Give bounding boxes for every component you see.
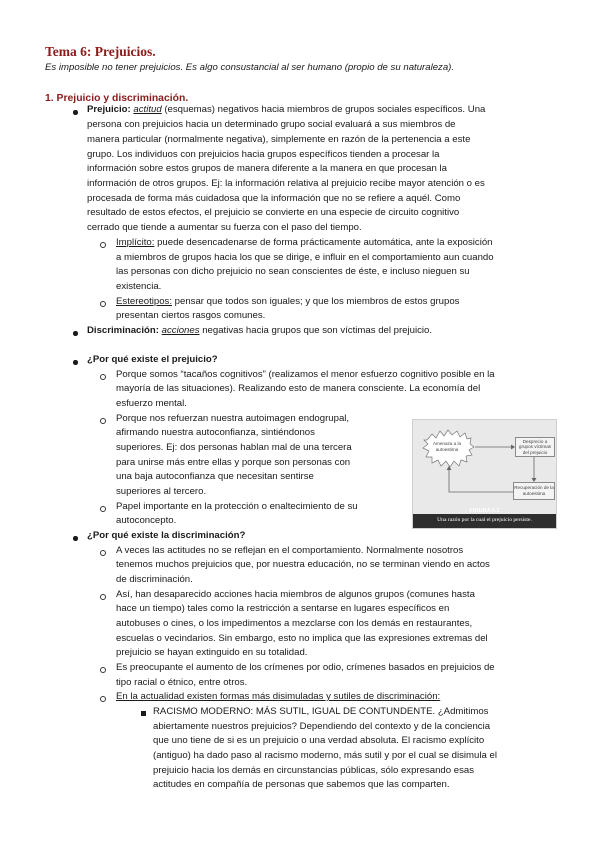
circle-bullet-icon	[100, 550, 106, 556]
circle-bullet-icon	[100, 667, 106, 673]
q2-item4	[116, 690, 554, 705]
q2-sub-line-4: prejuicio hacia los demás en circunstancias públicas, sólo expresando esas	[153, 765, 475, 776]
q2-sub-line-2: que uno tiene de si es un prejuicio o una verdad absoluta. El racismo explícito	[153, 735, 485, 746]
q1-item2-line-3: para unirse más entre ellas y porque son personas con	[116, 457, 351, 468]
implicito-line-3: existencia.	[116, 281, 162, 292]
prejuicio-line-2: manera particular (normalmente negativa), simplemente en razón de la pertenencia a este	[87, 134, 471, 145]
square-bullet-icon	[141, 711, 146, 716]
circle-bullet-icon	[100, 418, 106, 424]
estereotipos-first-line	[116, 295, 554, 310]
q2-item3-line-0: Es preocupante el aumento de los crímenes por odio, crímenes basados en prejuicios de	[116, 662, 495, 673]
prejuicio-line-0: (esquemas) negativos hacia miembros de grupos sociales específicos. Una	[164, 104, 486, 115]
prejuicio-line-7: resultado de estos efectos, el prejuicio se convierte en una especie de circuito cognitivo	[87, 207, 460, 218]
figure-box-recovery: Recuperación de la autoestima	[513, 482, 555, 500]
q1-item3-line-0: Papel importante en la protección o enaltecimiento de su	[116, 501, 358, 512]
q1-item1-line-2: esfuerzo mental.	[116, 398, 187, 409]
q1-item2-line-0: Porque nos refuerzan nuestra autoimagen endogrupal,	[116, 413, 350, 424]
q2-sub-line-3: (antiguo) ha dado paso al racismo moderno, más sutil y por el cual se disimula el	[153, 750, 497, 761]
discriminacion-label: Discriminación:	[87, 325, 159, 336]
q1-item2-line-5: superiores al tercero.	[116, 486, 207, 497]
q2-item2-line-1: hace un tiempo) tales como la restricción a sentarse en lugares específicos en	[116, 603, 450, 614]
bullet-icon	[73, 536, 78, 541]
figure-image	[412, 419, 557, 529]
circle-bullet-icon	[100, 301, 106, 307]
figure-number: FIGURA 6.2	[469, 508, 500, 514]
q2-item4-text: En la actualidad existen formas más disimuladas y sutiles de discriminación:	[116, 691, 441, 702]
q1-item2-line-2: superiores. Ej: dos personas hablan mal de una tercera	[116, 442, 352, 453]
q2-item3-line-1: tipo racial o étnico, entre otros.	[116, 677, 248, 688]
circle-bullet-icon	[100, 242, 106, 248]
implicito-term: Implícito:	[116, 237, 155, 248]
circle-bullet-icon	[100, 594, 106, 600]
q2-sub-line-1: abiertamente nuestros prejuicios? Dependiendo del contexto y de la conciencia	[153, 721, 491, 732]
circle-bullet-icon	[100, 506, 106, 512]
page-subtitle: Es imposible no tener prejuicios. Es algo consustancial al ser humano (propio de su naturaleza).	[45, 62, 455, 73]
q1-heading: ¿Por qué existe el prejuicio?	[87, 354, 218, 365]
prejuicio-line-6: procesada de forma más cuidadosa que la información que no se refiere a aquél. Como	[87, 193, 461, 204]
estereotipos-line-0: pensar que todos son iguales; y que los miembros de estos grupos	[174, 296, 460, 307]
implicito-line-0: puede desencadenarse de forma prácticamente automática, ante la exposición	[157, 237, 493, 248]
discriminacion-line	[87, 324, 554, 339]
q2-heading: ¿Por qué existe la discriminación?	[87, 530, 246, 541]
q2-item1-line-1: tenemos muchos prejuicios que, por nuestra educación, no se terminan viendo en actos	[116, 559, 490, 570]
circle-bullet-icon	[100, 696, 106, 702]
arrow-head	[447, 466, 452, 470]
discriminacion-term: acciones	[161, 325, 200, 336]
q2-item2-line-3: escuelas o vecindarios. Sin embargo, esto no implica que las expresiones extremas del	[116, 633, 488, 644]
q2-sub-line-5: actitudes en compañía de personas que sabemos que las comparten.	[153, 779, 450, 790]
q2-item1-line-0: A veces las actitudes no se reflejan en el comportamiento. Normalmente nosotros	[116, 545, 464, 556]
bullet-icon	[73, 331, 78, 336]
circle-bullet-icon	[100, 374, 106, 380]
estereotipos-term: Estereotipos:	[116, 296, 172, 307]
q1-item1-line-0: Porque somos “tacaños cognitivos” (realizamos el menor esfuerzo cognitivo posible en la	[116, 369, 495, 380]
q2-item2-line-4: prejuicio se hayan extinguido en su totalidad.	[116, 647, 308, 658]
prejuicio-label: Prejuicio:	[87, 104, 131, 115]
q1-item3-line-1: autoconcepto.	[116, 515, 177, 526]
figure-caption: Una razón por la cual el prejuicio persiste.	[437, 517, 532, 523]
prejuicio-line-8: cerrado que tiende a aumentar su fuerza con el paso del tiempo.	[87, 222, 362, 233]
prejuicio-line-3: grupo. Los individuos con prejuicios hacia grupos específicos tienden a procesar la	[87, 149, 440, 160]
figure-box-contempt: Desprecio a grupos víctimas del prejuicio	[515, 437, 555, 457]
prejuicio-line-4: información sobre estos grupos de manera diferente a la manera en que procesan la	[87, 163, 447, 174]
figure-diagram	[413, 420, 558, 516]
figure-box-threat: Amenaza a la autoestima	[432, 441, 462, 452]
discriminacion-rest: negativas hacia grupos que son víctimas del prejuicio.	[202, 325, 433, 336]
q2-sub-line-0: RACISMO MODERNO: MÁS SUTIL, IGUAL DE CONTUNDENTE. ¿Admitimos	[153, 706, 489, 717]
section-heading: 1. Prejuicio y discriminación.	[45, 93, 189, 104]
estereotipos-line-1: presentan ciertos rasgos comunes.	[116, 310, 266, 321]
q1-item2-line-1: afirmando nuestra autoconfianza, sintiéndonos	[116, 427, 315, 438]
q1-item2-line-4: una baja autoconfianza que necesitan sentirse	[116, 471, 314, 482]
prejuicio-first-line	[87, 103, 554, 118]
prejuicio-term: actitud	[133, 104, 162, 115]
page-title: Tema 6: Prejuicios.	[45, 44, 156, 59]
q2-item2-line-2: autobuses o cines, o los impedimentos a mezclarse con los demás en restaurantes,	[116, 618, 473, 629]
figure-caption-bar	[413, 508, 556, 528]
q2-item2-line-0: Así, han desaparecido acciones hacia miembros de algunos grupos (comunes hasta	[116, 589, 475, 600]
implicito-line-2: las personas con dicho prejuicio no sean conscientes de éste, e incluso nieguen su	[116, 266, 470, 277]
prejuicio-line-5: información de otros grupos. Ej: la información relativa al prejuicio recibe mayor atención o es	[87, 178, 485, 189]
prejuicio-line-1: persona con prejuicios hacia un determinado grupo social evaluará a sus miembros de	[87, 119, 456, 130]
bullet-icon	[73, 360, 78, 365]
implicito-first-line	[116, 236, 554, 251]
arrow-line	[449, 470, 513, 492]
implicito-line-1: a miembros de grupos hacia los que se dirige, e influir en el comportamiento aun cuando	[116, 252, 494, 263]
bullet-icon	[73, 110, 78, 115]
q2-item1-line-2: de discriminación.	[116, 574, 193, 585]
q1-item1-line-1: mayoría de las situaciones). Realizando esto de manera consciente. La economía del	[116, 383, 481, 394]
